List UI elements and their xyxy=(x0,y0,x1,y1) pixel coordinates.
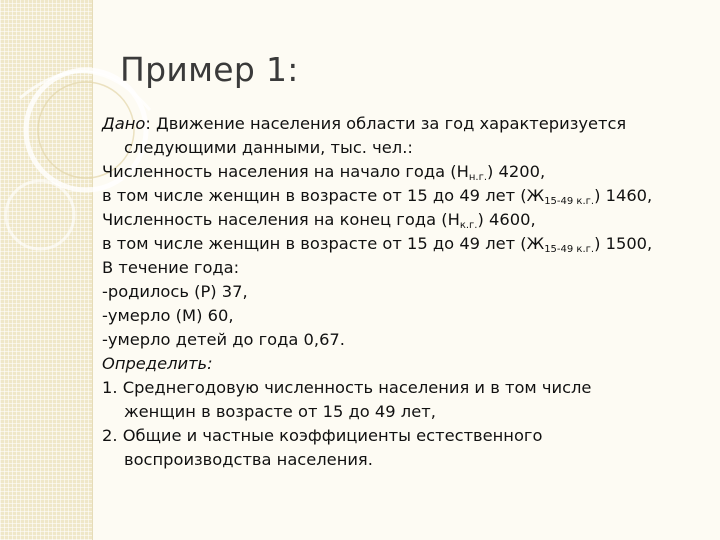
population-start-sub: н.г. xyxy=(468,172,488,183)
determine-item-2: 2. Общие и частные коэффициенты естественного xyxy=(102,426,543,445)
women-start-value: ) 1460, xyxy=(594,186,653,205)
infant-deaths-line: -умерло детей до года 0,67. xyxy=(102,330,345,349)
population-start-value: ) 4200, xyxy=(487,162,546,181)
given-rest: : Движение населения области за год характеризуется xyxy=(145,114,627,133)
during-year-line: В течение года: xyxy=(102,258,240,277)
population-end-text: Численность населения на конец года (Н xyxy=(102,210,460,229)
population-end-value: ) 4600, xyxy=(477,210,536,229)
deaths-line: -умерло (М) 60, xyxy=(102,306,234,325)
population-end-sub: к.г. xyxy=(459,220,478,231)
women-end-line xyxy=(102,232,702,256)
women-end-sub: 15-49 к.г. xyxy=(544,244,595,255)
population-end-line xyxy=(102,208,702,232)
given-cont: следующими данными, тыс. чел.: xyxy=(124,138,413,157)
women-start-sub: 15-49 к.г. xyxy=(544,196,595,207)
determine-item-1: 1. Среднегодовую численность населения и в том числе xyxy=(102,378,592,397)
given-label: Дано xyxy=(102,114,146,133)
task-text xyxy=(102,112,702,472)
population-start-text: Численность населения на начало года (Н xyxy=(102,162,469,181)
women-start-text: в том числе женщин в возрасте от 15 до 49 лет (Ж xyxy=(102,186,545,205)
page-title: Пример 1: xyxy=(120,50,299,89)
determine-item-2-cont: воспроизводства населения. xyxy=(124,450,373,469)
population-start-line xyxy=(102,160,702,184)
determine-item-1-cont: женщин в возрасте от 15 до 49 лет, xyxy=(124,402,436,421)
women-end-text: в том числе женщин в возрасте от 15 до 49 лет (Ж xyxy=(102,234,545,253)
women-end-value: ) 1500, xyxy=(594,234,653,253)
determine-label: Определить: xyxy=(102,354,213,373)
women-start-line xyxy=(102,184,702,208)
births-line: -родилось (Р) 37, xyxy=(102,282,248,301)
given-line xyxy=(102,112,702,136)
